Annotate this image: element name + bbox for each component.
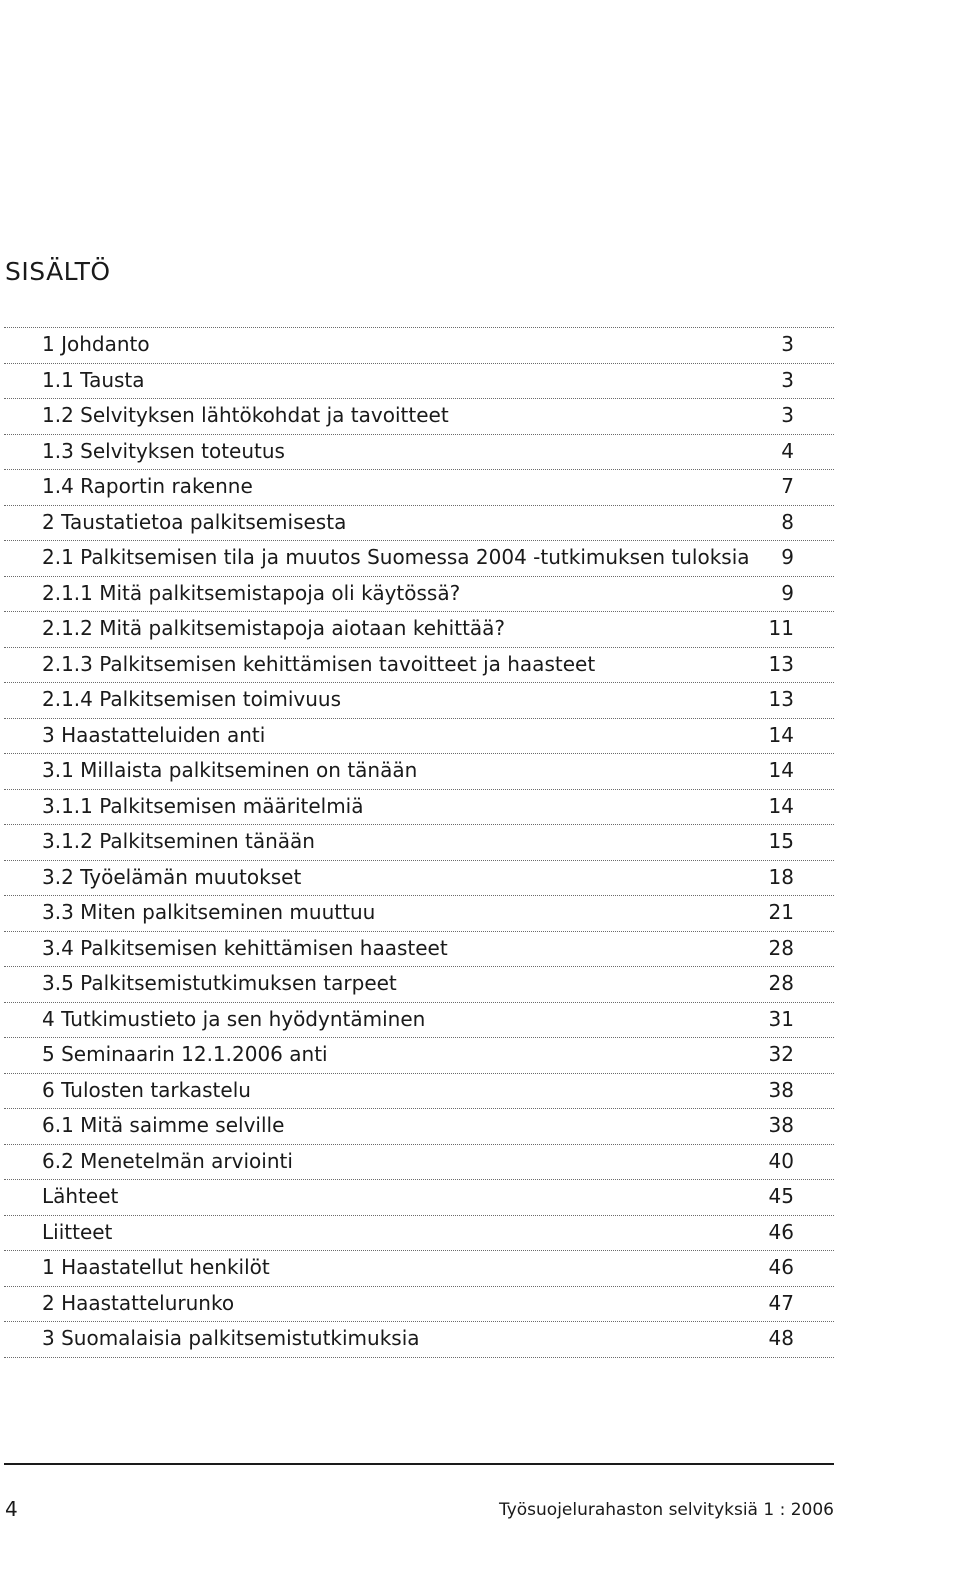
toc-entry-page: 21 bbox=[768, 900, 794, 924]
toc-entry-page: 15 bbox=[768, 829, 794, 853]
toc-entry-page: 18 bbox=[768, 864, 794, 889]
toc-entry-page: 32 bbox=[768, 1042, 794, 1066]
toc-entry[interactable] bbox=[4, 364, 834, 400]
toc-entry-page: 9 bbox=[781, 545, 794, 569]
toc-entry[interactable] bbox=[4, 612, 834, 648]
toc-entry-page: 38 bbox=[768, 1113, 794, 1137]
toc-entry-title: 2.1 Palkitsemisen tila ja muutos Suomessa 2004 -tutkimuksen tuloksia bbox=[42, 545, 750, 569]
toc-entry-title: 3 Haastatteluiden anti bbox=[42, 722, 266, 747]
toc-entry-title: 6 Tulosten tarkastelu bbox=[42, 1077, 251, 1102]
toc-entry[interactable] bbox=[4, 1180, 834, 1216]
toc-entry-title: 2 Taustatietoa palkitsemisesta bbox=[42, 509, 347, 534]
toc-entry[interactable] bbox=[4, 754, 834, 790]
toc-entry-title: Liitteet bbox=[42, 1219, 113, 1244]
toc-entry-title: 3.1.1 Palkitsemisen määritelmiä bbox=[42, 793, 364, 818]
toc-entry[interactable] bbox=[4, 719, 834, 755]
toc-entry[interactable] bbox=[4, 1109, 834, 1145]
toc-entry-page: 14 bbox=[768, 722, 794, 747]
toc-entry[interactable] bbox=[4, 1038, 834, 1074]
toc-entry[interactable] bbox=[4, 577, 834, 613]
toc-entry-page: 28 bbox=[768, 971, 794, 995]
toc-entry-title: 2.1.3 Palkitsemisen kehittämisen tavoitteet ja haasteet bbox=[42, 651, 596, 676]
toc-entry-page: 13 bbox=[768, 687, 794, 711]
toc-entry-page: 48 bbox=[768, 1326, 794, 1350]
toc-entry[interactable] bbox=[4, 683, 834, 719]
toc-entry[interactable] bbox=[4, 1287, 834, 1323]
toc-entry-title: 1.4 Raportin rakenne bbox=[42, 474, 253, 498]
toc-entry-page: 38 bbox=[768, 1077, 794, 1102]
toc-entry-page: 3 bbox=[781, 367, 794, 392]
toc-entry-page: 3 bbox=[781, 403, 794, 427]
toc-entry-title: 1.2 Selvityksen lähtökohdat ja tavoitteet bbox=[42, 403, 449, 427]
toc-entry-title: 6.1 Mitä saimme selville bbox=[42, 1113, 285, 1137]
toc-entry-page: 11 bbox=[768, 616, 794, 640]
toc-entry[interactable] bbox=[4, 1251, 834, 1287]
toc-entry[interactable] bbox=[4, 541, 834, 577]
toc-entry-title: 3.1.2 Palkitseminen tänään bbox=[42, 829, 315, 853]
toc-entry-page: 4 bbox=[781, 438, 794, 463]
toc-entry-title: 3.4 Palkitsemisen kehittämisen haasteet bbox=[42, 935, 448, 960]
toc-entry-page: 8 bbox=[781, 509, 794, 534]
toc-entry-title: 3.1 Millaista palkitseminen on tänään bbox=[42, 758, 418, 782]
toc-entry-page: 46 bbox=[768, 1219, 794, 1244]
toc-entry-page: 45 bbox=[768, 1184, 794, 1208]
toc-entry-page: 13 bbox=[768, 651, 794, 676]
footer-divider bbox=[4, 1463, 834, 1465]
toc-entry[interactable] bbox=[4, 1003, 834, 1039]
toc-entry[interactable] bbox=[4, 790, 834, 826]
toc-entry-title: 2.1.1 Mitä palkitsemistapoja oli käytössä? bbox=[42, 580, 461, 605]
toc-entry[interactable] bbox=[4, 932, 834, 968]
toc-entry-title: 6.2 Menetelmän arviointi bbox=[42, 1148, 293, 1173]
toc-entry-page: 14 bbox=[768, 793, 794, 818]
toc-entry[interactable] bbox=[4, 896, 834, 932]
toc-entry[interactable] bbox=[4, 506, 834, 542]
toc-entry-title: 2 Haastattelurunko bbox=[42, 1290, 235, 1315]
toc-entry-title: 1 Haastatellut henkilöt bbox=[42, 1255, 270, 1279]
toc-entry-title: 3.3 Miten palkitseminen muuttuu bbox=[42, 900, 376, 924]
toc-entry[interactable] bbox=[4, 435, 834, 471]
toc-entry[interactable] bbox=[4, 1074, 834, 1110]
toc-entry-title: 3.2 Työelämän muutokset bbox=[42, 864, 302, 889]
toc-entry-page: 28 bbox=[768, 935, 794, 960]
publication-series: Työsuojelurahaston selvityksiä 1 : 2006 bbox=[498, 1500, 834, 1520]
toc-entry[interactable] bbox=[4, 1322, 834, 1358]
toc-entry[interactable] bbox=[4, 399, 834, 435]
toc-entry-page: 40 bbox=[768, 1148, 794, 1173]
table-of-contents bbox=[4, 327, 834, 1358]
page-title: SISÄLTÖ bbox=[5, 257, 111, 286]
toc-entry[interactable] bbox=[4, 1145, 834, 1181]
toc-entry[interactable] bbox=[4, 648, 834, 684]
toc-entry-title: 3 Suomalaisia palkitsemistutkimuksia bbox=[42, 1326, 420, 1350]
toc-entry-title: 4 Tutkimustieto ja sen hyödyntäminen bbox=[42, 1006, 426, 1031]
toc-entry-title: Lähteet bbox=[42, 1184, 119, 1208]
toc-entry-title: 1 Johdanto bbox=[42, 332, 150, 356]
toc-entry[interactable] bbox=[4, 328, 834, 364]
toc-entry-page: 46 bbox=[768, 1255, 794, 1279]
toc-entry[interactable] bbox=[4, 1216, 834, 1252]
toc-entry-page: 7 bbox=[781, 474, 794, 498]
page-number: 4 bbox=[5, 1497, 18, 1521]
toc-entry[interactable] bbox=[4, 861, 834, 897]
toc-entry-title: 2.1.4 Palkitsemisen toimivuus bbox=[42, 687, 342, 711]
toc-entry[interactable] bbox=[4, 470, 834, 506]
toc-entry[interactable] bbox=[4, 825, 834, 861]
toc-entry-page: 14 bbox=[768, 758, 794, 782]
toc-entry-page: 31 bbox=[768, 1006, 794, 1031]
toc-entry-title: 1.1 Tausta bbox=[42, 367, 145, 392]
toc-entry[interactable] bbox=[4, 967, 834, 1003]
toc-entry-title: 5 Seminaarin 12.1.2006 anti bbox=[42, 1042, 328, 1066]
toc-entry-title: 3.5 Palkitsemistutkimuksen tarpeet bbox=[42, 971, 397, 995]
toc-entry-page: 9 bbox=[781, 580, 794, 605]
toc-entry-page: 3 bbox=[781, 332, 794, 356]
toc-entry-title: 1.3 Selvityksen toteutus bbox=[42, 438, 285, 463]
toc-entry-title: 2.1.2 Mitä palkitsemistapoja aiotaan kehittää? bbox=[42, 616, 506, 640]
toc-entry-page: 47 bbox=[768, 1290, 794, 1315]
